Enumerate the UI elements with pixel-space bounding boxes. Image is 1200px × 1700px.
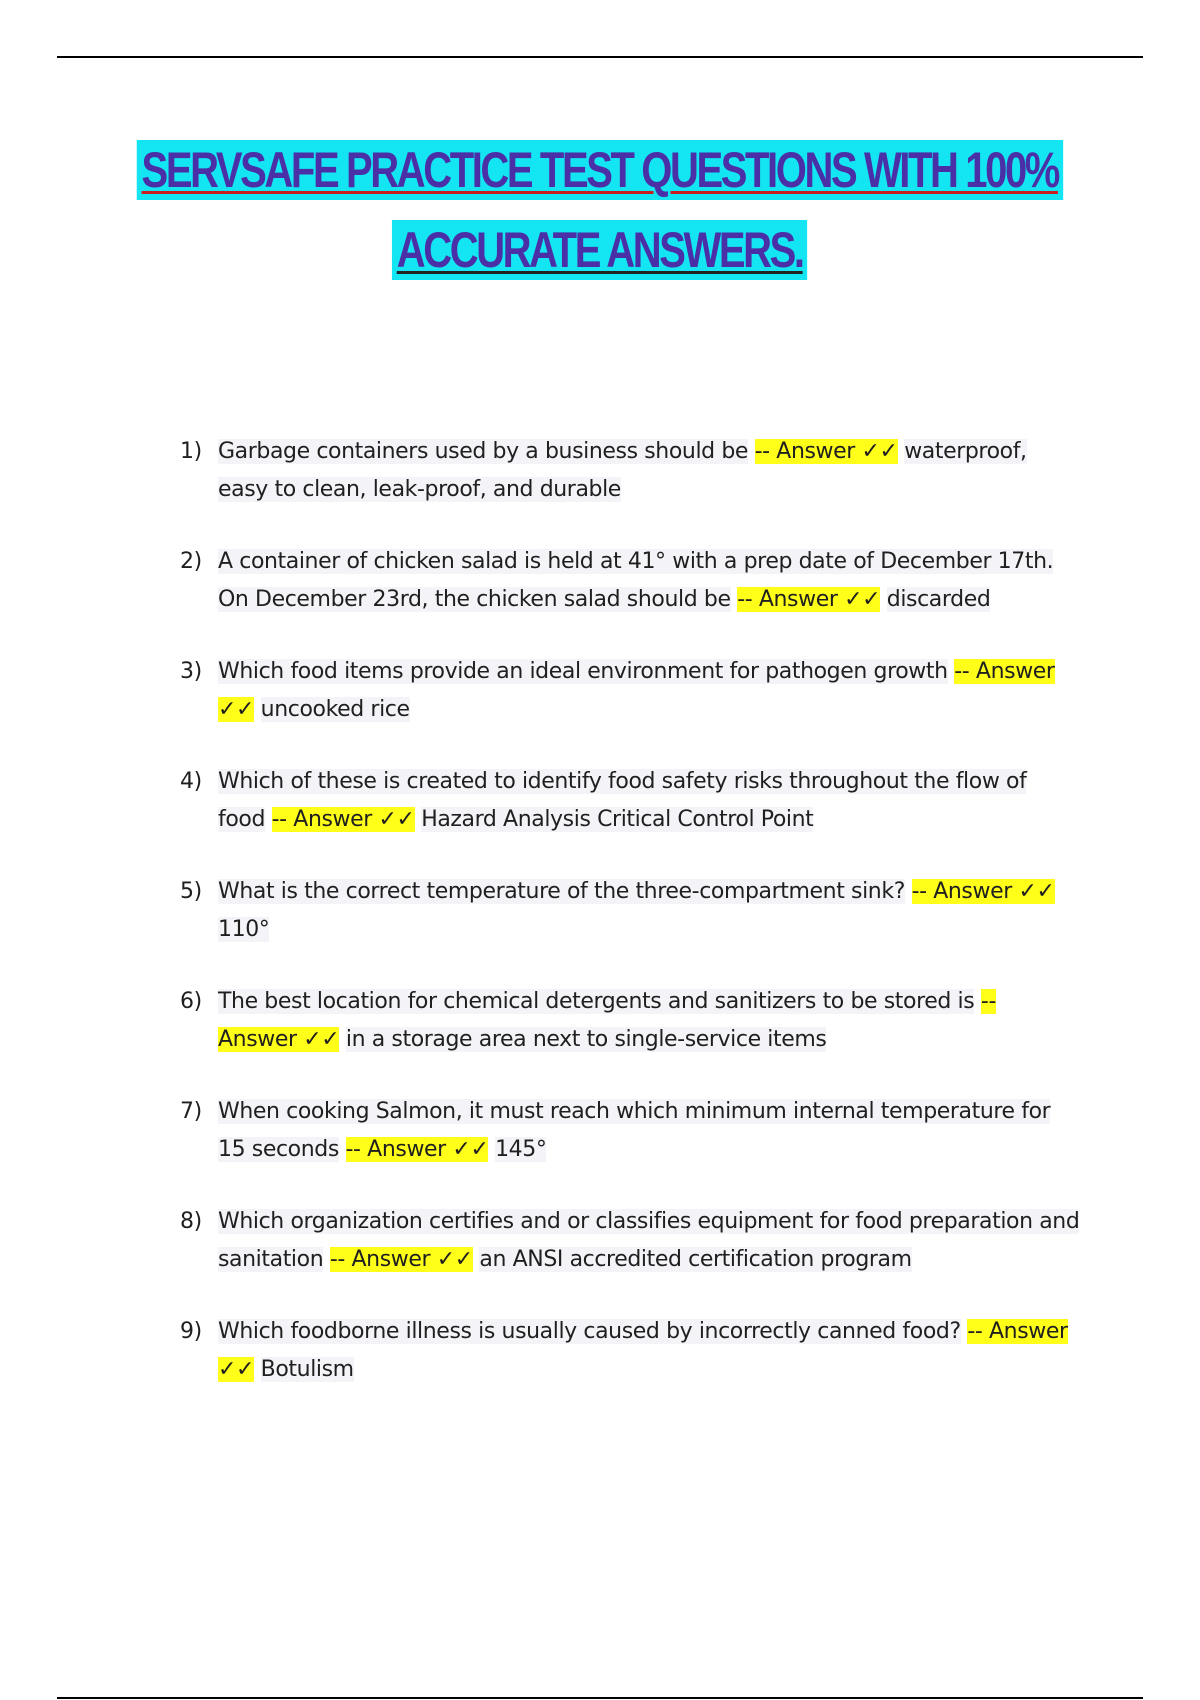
bottom-rule	[57, 1697, 1143, 1699]
question-number: 8)	[180, 1209, 202, 1234]
answer-marker: -- Answer ✓✓	[329, 1247, 473, 1272]
question-number: 3)	[180, 659, 202, 684]
title-line-2: ACCURATE ANSWERS.	[392, 220, 807, 280]
question-text: Which organization certifies and or classifies equipment for food preparation and sanitation	[218, 1209, 1080, 1272]
question-text: Which of these is created to identify food safety risks throughout the flow of food	[218, 769, 1027, 832]
question-item-9	[180, 1313, 1080, 1389]
question-item-5	[180, 873, 1080, 949]
question-number: 6)	[180, 989, 202, 1014]
question-item-3	[180, 653, 1080, 729]
answer-text: Botulism	[260, 1357, 354, 1382]
question-text: Garbage containers used by a business should be	[218, 439, 749, 464]
answer-marker: -- Answer ✓✓	[345, 1137, 489, 1162]
question-text: When cooking Salmon, it must reach which minimum internal temperature for 15 seconds	[218, 1099, 1051, 1162]
answer-marker: -- Answer ✓✓	[218, 659, 1055, 722]
question-number: 2)	[180, 549, 202, 574]
question-text: The best location for chemical detergents and sanitizers to be stored is	[218, 989, 975, 1014]
question-item-1	[180, 433, 1080, 509]
document-title	[0, 140, 1200, 280]
answer-text: Hazard Analysis Critical Control Point	[421, 807, 814, 832]
question-item-8	[180, 1203, 1080, 1279]
answer-text: in a storage area next to single-service items	[345, 1027, 827, 1052]
answer-text: 110°	[218, 917, 270, 942]
answer-text: an ANSI accredited certification program	[479, 1247, 912, 1272]
answer-text: uncooked rice	[260, 697, 410, 722]
question-item-7	[180, 1093, 1080, 1169]
question-number: 4)	[180, 769, 202, 794]
question-number: 5)	[180, 879, 202, 904]
title-line-1: SERVSAFE PRACTICE TEST QUESTIONS WITH 100%	[137, 140, 1063, 200]
answer-text: waterproof, easy to clean, leak-proof, and durable	[218, 439, 1027, 502]
question-item-4	[180, 763, 1080, 839]
answer-marker: -- Answer ✓✓	[218, 989, 996, 1052]
answer-text: discarded	[886, 587, 991, 612]
answer-marker: -- Answer ✓✓	[911, 879, 1055, 904]
question-number: 7)	[180, 1099, 202, 1124]
question-list	[180, 433, 1080, 1423]
question-number: 9)	[180, 1319, 202, 1344]
question-number: 1)	[180, 439, 202, 464]
question-text: Which food items provide an ideal environment for pathogen growth	[218, 659, 948, 684]
answer-marker: -- Answer ✓✓	[737, 587, 881, 612]
question-text: Which foodborne illness is usually caused by incorrectly canned food?	[218, 1319, 961, 1344]
answer-marker: -- Answer ✓✓	[218, 1319, 1068, 1382]
question-text: A container of chicken salad is held at 41° with a prep date of December 17th. On December 23rd, the chicken salad should be	[218, 549, 1054, 612]
question-item-2	[180, 543, 1080, 619]
answer-marker: -- Answer ✓✓	[271, 807, 415, 832]
question-text: What is the correct temperature of the three-compartment sink?	[218, 879, 905, 904]
answer-text: 145°	[495, 1137, 547, 1162]
question-item-6	[180, 983, 1080, 1059]
top-rule	[57, 56, 1143, 58]
answer-marker: -- Answer ✓✓	[754, 439, 898, 464]
